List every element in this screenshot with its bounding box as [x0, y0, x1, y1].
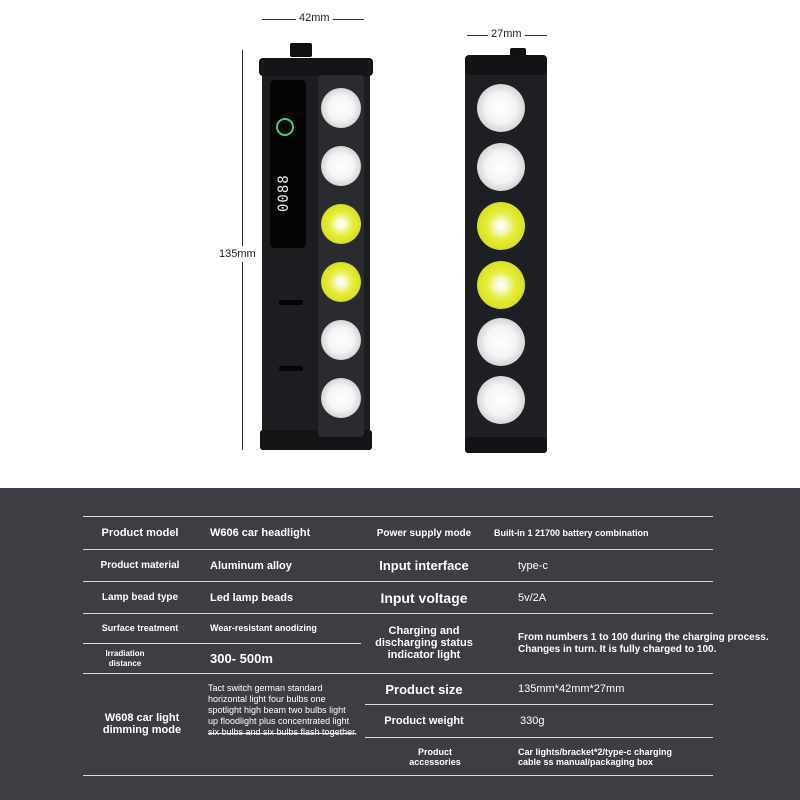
led-bulb-white — [321, 378, 361, 418]
label-input-voltage: Input voltage — [380, 589, 468, 606]
label-product-accessories: Product accessories — [409, 747, 461, 767]
row-divider — [365, 704, 713, 705]
label-charging-indicator: Charging and discharging status indicator light — [375, 625, 473, 661]
side-slot — [279, 366, 303, 371]
lamp-top-button — [290, 43, 312, 57]
value-input-voltage: 5v/2A — [518, 591, 547, 604]
row-divider — [83, 516, 713, 517]
label-product-material: Product material — [100, 560, 180, 571]
value-product-model: W606 car headlight — [210, 527, 311, 539]
led-bulb-white — [321, 320, 361, 360]
label-dimming-mode: W608 car light dimming mode — [102, 712, 182, 736]
lamp-bottom-cap — [465, 437, 547, 453]
value-input-interface: type-c — [518, 559, 548, 572]
value-power-supply-mode: Built-in 1 21700 battery combination — [494, 528, 649, 538]
led-bulb-white — [477, 143, 525, 191]
led-bulb-white — [321, 146, 361, 186]
row-divider — [83, 673, 713, 674]
row-divider — [83, 775, 713, 776]
value-irradiation-distance: 300- 500m — [210, 651, 273, 666]
label-lamp-bead-type: Lamp bead type — [101, 592, 179, 603]
value-product-material: Aluminum alloy — [210, 559, 292, 572]
row-divider — [83, 581, 713, 582]
label-power-supply-mode: Power supply mode — [376, 527, 472, 539]
row-divider — [83, 613, 713, 614]
led-bulb-white — [477, 318, 525, 366]
row-divider — [83, 549, 713, 550]
label-input-interface: Input interface — [379, 558, 469, 573]
value-charging-indicator: From numbers 1 to 100 during the charging process. Changes in turn. It is fully charged to 100. — [518, 632, 769, 655]
value-product-accessories: Car lights/bracket*2/type-c charging cable ss manual/packaging box — [518, 747, 673, 767]
row-divider — [83, 643, 361, 644]
value-surface-treatment: Wear-resistant anodizing — [210, 623, 317, 633]
label-surface-treatment: Surface treatment — [101, 623, 179, 633]
side-slot — [279, 300, 303, 305]
label-product-weight: Product weight — [384, 715, 464, 727]
led-bulb-white — [477, 376, 525, 424]
row-divider — [365, 737, 713, 738]
label-product-size: Product size — [385, 681, 463, 697]
battery-display: 0088 — [276, 174, 292, 212]
width-dimension-label-b: 27mm — [488, 28, 525, 40]
height-dimension-label: 135mm — [219, 248, 256, 260]
led-bulb-yellow — [321, 204, 361, 244]
value-lamp-bead-type: Led lamp beads — [210, 591, 294, 604]
led-bulb-white — [321, 88, 361, 128]
value-product-weight: 330g — [520, 715, 545, 727]
width-dimension-label-a: 42mm — [296, 12, 333, 24]
led-bulb-yellow — [321, 262, 361, 302]
label-product-model: Product model — [101, 527, 179, 539]
led-bulb-white — [477, 84, 525, 132]
led-bulb-yellow — [477, 261, 525, 309]
power-indicator-icon — [276, 118, 294, 136]
led-bulb-yellow — [477, 202, 525, 250]
lamp-top-cap — [259, 58, 373, 76]
value-product-size: 135mm*42mm*27mm — [518, 683, 625, 695]
label-irradiation-distance: Irradiation distance — [105, 648, 145, 668]
value-dimming-mode: Tact switch german standard horizontal light four bulbs one spotlight high beam two bulbs light up floodlight plus concentrated light six bulbs and six bulbs flash together. — [208, 683, 358, 737]
lamp-top-cap — [465, 55, 547, 75]
